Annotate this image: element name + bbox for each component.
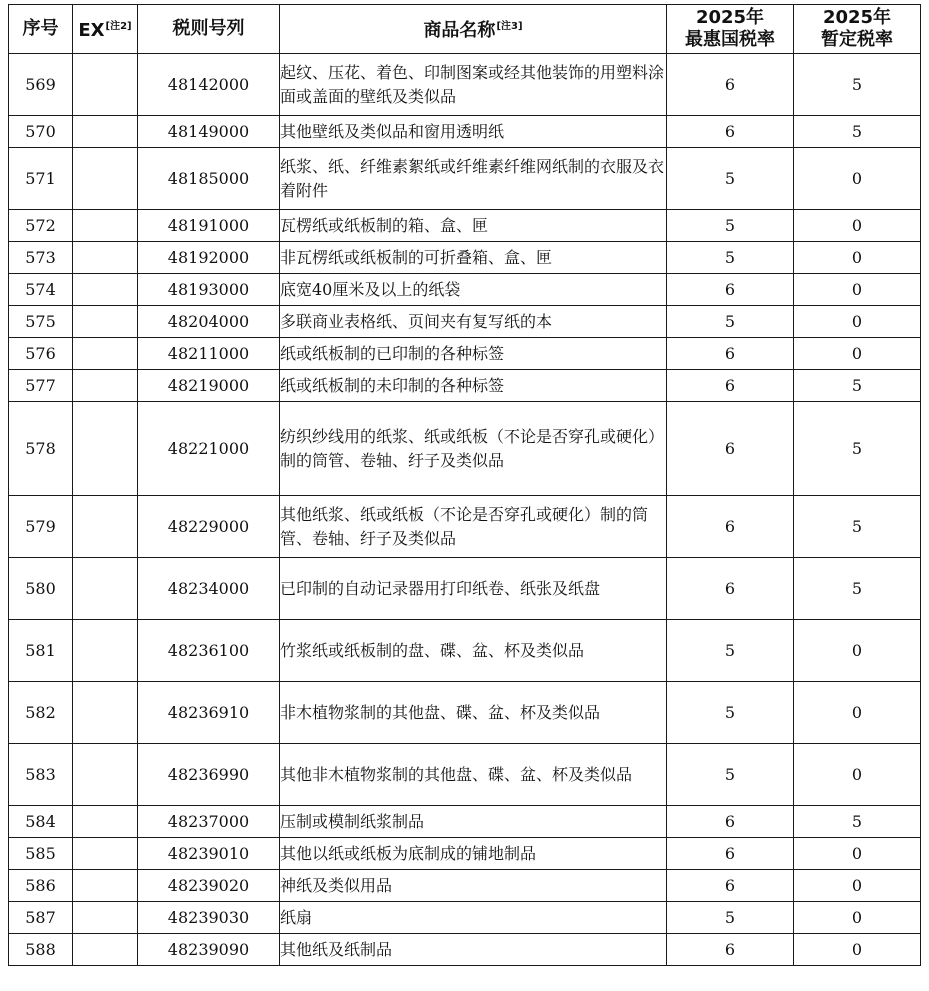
header-row <box>9 5 921 54</box>
table-row <box>9 496 921 558</box>
cell-ex <box>73 902 138 934</box>
table-body <box>9 54 921 966</box>
cell-seq: 580 <box>9 558 73 620</box>
cell-seq: 584 <box>9 806 73 838</box>
table-row <box>9 744 921 806</box>
cell-seq: 569 <box>9 54 73 116</box>
cell-ex <box>73 558 138 620</box>
cell-tariff-code: 48234000 <box>138 558 280 620</box>
cell-seq: 588 <box>9 934 73 966</box>
table-row <box>9 148 921 210</box>
cell-mfn-rate: 5 <box>667 148 794 210</box>
cell-product-name: 已印制的自动记录器用打印纸卷、纸张及纸盘 <box>280 558 667 620</box>
cell-provisional-rate: 0 <box>794 870 921 902</box>
col-header-mfn-rate: 2025年 最惠国税率 <box>667 5 794 54</box>
cell-mfn-rate: 5 <box>667 306 794 338</box>
cell-ex <box>73 744 138 806</box>
cell-ex <box>73 274 138 306</box>
table-row <box>9 338 921 370</box>
cell-product-name: 竹浆纸或纸板制的盘、碟、盆、杯及类似品 <box>280 620 667 682</box>
cell-mfn-rate: 5 <box>667 210 794 242</box>
cell-ex <box>73 370 138 402</box>
cell-mfn-rate: 6 <box>667 934 794 966</box>
cell-ex <box>73 496 138 558</box>
cell-seq: 587 <box>9 902 73 934</box>
cell-mfn-rate: 6 <box>667 116 794 148</box>
cell-product-name: 纸或纸板制的未印制的各种标签 <box>280 370 667 402</box>
cell-mfn-rate: 5 <box>667 744 794 806</box>
cell-ex <box>73 148 138 210</box>
table-row <box>9 210 921 242</box>
cell-mfn-rate: 6 <box>667 496 794 558</box>
cell-mfn-rate: 6 <box>667 806 794 838</box>
cell-provisional-rate: 5 <box>794 558 921 620</box>
cell-ex <box>73 242 138 274</box>
cell-ex <box>73 54 138 116</box>
cell-provisional-rate: 0 <box>794 148 921 210</box>
cell-seq: 571 <box>9 148 73 210</box>
cell-ex <box>73 210 138 242</box>
cell-tariff-code: 48236910 <box>138 682 280 744</box>
table-row <box>9 306 921 338</box>
cell-product-name: 纺织纱线用的纸浆、纸或纸板（不论是否穿孔或硬化）制的筒管、卷轴、纡子及类似品 <box>280 402 667 496</box>
cell-seq: 577 <box>9 370 73 402</box>
cell-ex <box>73 934 138 966</box>
cell-product-name: 其他纸浆、纸或纸板（不论是否穿孔或硬化）制的筒管、卷轴、纡子及类似品 <box>280 496 667 558</box>
cell-ex <box>73 682 138 744</box>
table-row <box>9 116 921 148</box>
cell-provisional-rate: 0 <box>794 306 921 338</box>
cell-provisional-rate: 0 <box>794 934 921 966</box>
cell-product-name: 其他以纸或纸板为底制成的铺地制品 <box>280 838 667 870</box>
cell-provisional-rate: 0 <box>794 242 921 274</box>
cell-seq: 572 <box>9 210 73 242</box>
table-row <box>9 934 921 966</box>
cell-mfn-rate: 6 <box>667 558 794 620</box>
cell-ex <box>73 806 138 838</box>
col-header-provisional-rate: 2025年 暂定税率 <box>794 5 921 54</box>
table-row <box>9 370 921 402</box>
cell-tariff-code: 48149000 <box>138 116 280 148</box>
cell-ex <box>73 338 138 370</box>
cell-product-name: 非瓦楞纸或纸板制的可折叠箱、盒、匣 <box>280 242 667 274</box>
cell-tariff-code: 48237000 <box>138 806 280 838</box>
cell-provisional-rate: 0 <box>794 210 921 242</box>
cell-product-name: 起纹、压花、着色、印制图案或经其他装饰的用塑料涂面或盖面的壁纸及类似品 <box>280 54 667 116</box>
cell-product-name: 其他纸及纸制品 <box>280 934 667 966</box>
cell-product-name: 底宽40厘米及以上的纸袋 <box>280 274 667 306</box>
table-row <box>9 902 921 934</box>
table-row <box>9 274 921 306</box>
cell-product-name: 多联商业表格纸、页间夹有复写纸的本 <box>280 306 667 338</box>
table-row <box>9 838 921 870</box>
cell-seq: 570 <box>9 116 73 148</box>
cell-product-name: 压制或模制纸浆制品 <box>280 806 667 838</box>
cell-mfn-rate: 6 <box>667 338 794 370</box>
cell-mfn-rate: 5 <box>667 902 794 934</box>
cell-tariff-code: 48192000 <box>138 242 280 274</box>
cell-tariff-code: 48191000 <box>138 210 280 242</box>
cell-provisional-rate: 5 <box>794 496 921 558</box>
cell-provisional-rate: 5 <box>794 402 921 496</box>
cell-seq: 582 <box>9 682 73 744</box>
cell-tariff-code: 48219000 <box>138 370 280 402</box>
table-row <box>9 806 921 838</box>
table-row <box>9 242 921 274</box>
cell-provisional-rate: 0 <box>794 682 921 744</box>
cell-ex <box>73 620 138 682</box>
cell-product-name: 瓦楞纸或纸板制的箱、盒、匣 <box>280 210 667 242</box>
cell-product-name: 纸扇 <box>280 902 667 934</box>
cell-tariff-code: 48239010 <box>138 838 280 870</box>
cell-mfn-rate: 5 <box>667 620 794 682</box>
cell-seq: 583 <box>9 744 73 806</box>
ex-note: [注2] <box>105 21 132 32</box>
tariff-table <box>8 4 921 966</box>
cell-provisional-rate: 0 <box>794 274 921 306</box>
cell-mfn-rate: 6 <box>667 274 794 306</box>
cell-product-name: 其他壁纸及类似品和窗用透明纸 <box>280 116 667 148</box>
cell-seq: 575 <box>9 306 73 338</box>
cell-provisional-rate: 5 <box>794 806 921 838</box>
cell-provisional-rate: 0 <box>794 338 921 370</box>
cell-product-name: 神纸及类似用品 <box>280 870 667 902</box>
cell-mfn-rate: 5 <box>667 242 794 274</box>
cell-tariff-code: 48239030 <box>138 902 280 934</box>
cell-provisional-rate: 5 <box>794 116 921 148</box>
col-header-ex: EX[注2] <box>73 5 138 54</box>
cell-tariff-code: 48142000 <box>138 54 280 116</box>
cell-provisional-rate: 0 <box>794 620 921 682</box>
cell-mfn-rate: 6 <box>667 54 794 116</box>
cell-provisional-rate: 0 <box>794 744 921 806</box>
col-header-seq: 序号 <box>9 5 73 54</box>
cell-ex <box>73 838 138 870</box>
cell-tariff-code: 48239020 <box>138 870 280 902</box>
cell-seq: 576 <box>9 338 73 370</box>
cell-tariff-code: 48211000 <box>138 338 280 370</box>
cell-tariff-code: 48236100 <box>138 620 280 682</box>
cell-ex <box>73 116 138 148</box>
cell-tariff-code: 48221000 <box>138 402 280 496</box>
cell-seq: 586 <box>9 870 73 902</box>
col-header-name: 商品名称[注3] <box>280 5 667 54</box>
cell-mfn-rate: 6 <box>667 870 794 902</box>
cell-provisional-rate: 0 <box>794 902 921 934</box>
cell-mfn-rate: 6 <box>667 370 794 402</box>
cell-product-name: 非木植物浆制的其他盘、碟、盆、杯及类似品 <box>280 682 667 744</box>
cell-tariff-code: 48229000 <box>138 496 280 558</box>
cell-mfn-rate: 6 <box>667 838 794 870</box>
cell-provisional-rate: 5 <box>794 370 921 402</box>
cell-seq: 578 <box>9 402 73 496</box>
cell-provisional-rate: 5 <box>794 54 921 116</box>
cell-product-name: 纸浆、纸、纤维素絮纸或纤维素纤维网纸制的衣服及衣着附件 <box>280 148 667 210</box>
name-note: [注3] <box>496 21 523 32</box>
cell-tariff-code: 48193000 <box>138 274 280 306</box>
cell-mfn-rate: 6 <box>667 402 794 496</box>
cell-seq: 585 <box>9 838 73 870</box>
cell-product-name: 其他非木植物浆制的其他盘、碟、盆、杯及类似品 <box>280 744 667 806</box>
table-row <box>9 558 921 620</box>
cell-ex <box>73 402 138 496</box>
cell-ex <box>73 306 138 338</box>
cell-seq: 573 <box>9 242 73 274</box>
cell-tariff-code: 48185000 <box>138 148 280 210</box>
table-row <box>9 402 921 496</box>
col-header-code: 税则号列 <box>138 5 280 54</box>
cell-tariff-code: 48239090 <box>138 934 280 966</box>
cell-seq: 579 <box>9 496 73 558</box>
cell-mfn-rate: 5 <box>667 682 794 744</box>
cell-seq: 581 <box>9 620 73 682</box>
cell-tariff-code: 48204000 <box>138 306 280 338</box>
table-row <box>9 682 921 744</box>
cell-seq: 574 <box>9 274 73 306</box>
table-row <box>9 620 921 682</box>
cell-ex <box>73 870 138 902</box>
table-header <box>9 5 921 54</box>
cell-product-name: 纸或纸板制的已印制的各种标签 <box>280 338 667 370</box>
cell-provisional-rate: 0 <box>794 838 921 870</box>
table-row <box>9 54 921 116</box>
cell-tariff-code: 48236990 <box>138 744 280 806</box>
table-row <box>9 870 921 902</box>
